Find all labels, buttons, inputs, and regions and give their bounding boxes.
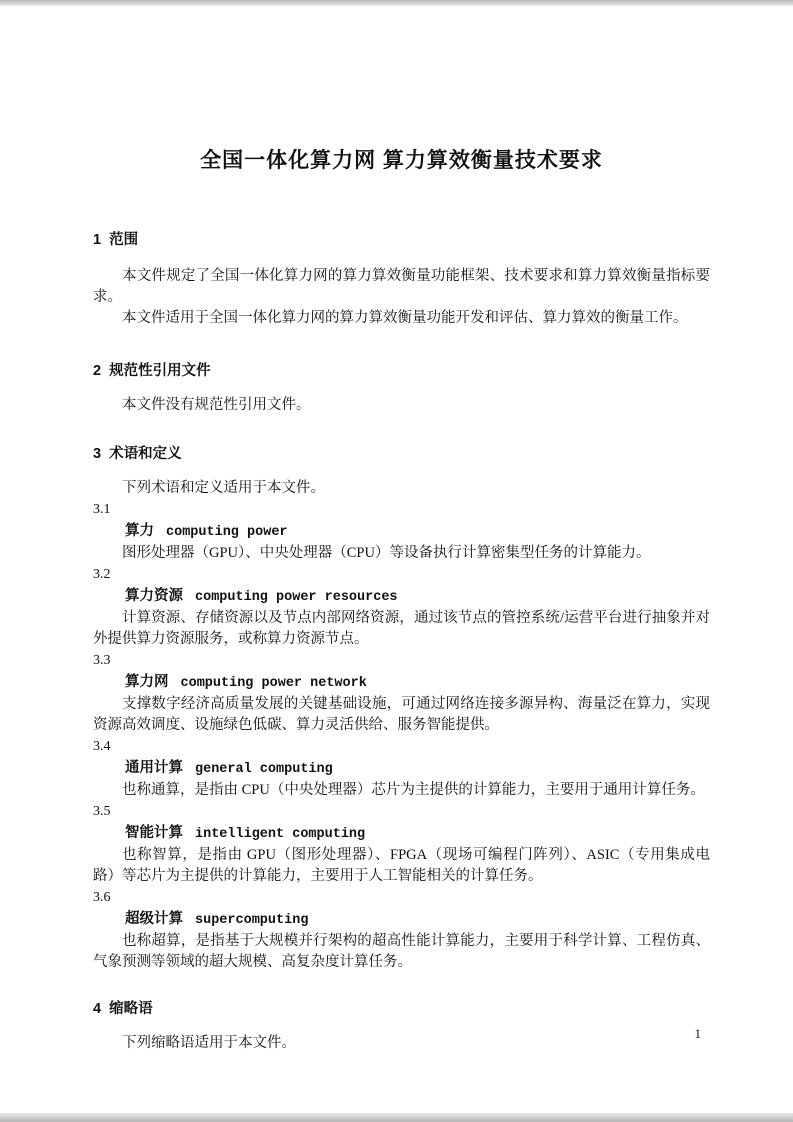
document-title: 全国一体化算力网 算力算效衡量技术要求 [200,149,603,172]
term-name [93,585,710,608]
term-entry-3-5 [93,801,710,887]
page-number: 1 [694,1026,701,1041]
section-1-heading: 1 范围 [93,232,139,248]
term-definition: 也称智算，是指由 GPU（图形处理器）、FPGA（现场可编程门阵列）、ASIC（专用集成电路）等芯片为主提供的计算能力，主要用于人工智能相关的计算任务。 [93,847,710,884]
term-definition: 支撑数字经济高质量发展的关键基础设施，可通过网络连接多源异构、海量泛在算力，实现资源高效调度、设施绿色低碳、算力灵活供给、服务智能提供。 [93,696,710,733]
term-name-en: computing power [166,525,288,540]
term-number: 3.5 [93,804,111,819]
term-entry-3-2 [93,564,710,650]
term-definition: 图形处理器（GPU）、中央处理器（CPU）等设备执行计算密集型任务的计算能力。 [122,545,651,561]
term-name-zh: 通用计算 [125,760,183,776]
term-entry-3-1 [93,499,710,564]
section-4-intro: 下列缩略语适用于本文件。 [122,1035,296,1051]
term-name [93,757,710,780]
page-edge-top [0,0,793,6]
section-3-intro: 下列术语和定义适用于本文件。 [122,480,325,496]
term-name-zh: 算力 [125,523,154,539]
term-number: 3.4 [93,739,111,754]
term-name [93,520,710,543]
term-number: 3.3 [93,653,111,668]
term-name-zh: 算力资源 [125,588,183,604]
term-name-zh: 智能计算 [125,825,183,841]
term-name-en: computing power resources [195,590,398,605]
section-4-heading: 4 缩略语 [93,1001,153,1017]
section-1-paragraph-1: 本文件规定了全国一体化算力网的算力算效衡量功能框架、技术要求和算力算效衡量指标要求。 [93,268,710,305]
term-definition: 也称超算，是指基于大规模并行架构的超高性能计算能力，主要用于科学计算、工程仿真、气象预测等领域的超大规模、高复杂度计算任务。 [93,933,710,970]
term-name-zh: 算力网 [125,674,169,690]
term-name [93,908,710,931]
section-1-paragraph-2: 本文件适用于全国一体化算力网的算力算效衡量功能开发和评估、算力算效的衡量工作。 [122,310,688,326]
term-entry-3-4 [93,736,710,801]
term-number: 3.1 [93,502,111,517]
term-name-en: general computing [195,762,333,777]
term-number: 3.2 [93,567,111,582]
term-name [93,671,710,694]
term-number: 3.6 [93,890,111,905]
term-name-zh: 超级计算 [125,911,183,927]
section-2-heading: 2 规范性引用文件 [93,363,211,379]
page-edge-bottom [0,1113,793,1122]
term-name-en: supercomputing [195,913,309,928]
term-name [93,822,710,845]
term-entry-3-6 [93,887,710,973]
term-name-en: intelligent computing [195,827,366,842]
term-entry-3-3 [93,650,710,736]
section-3-heading: 3 术语和定义 [93,446,182,462]
term-definition: 计算资源、存储资源以及节点内部网络资源，通过该节点的管控系统/运营平台进行抽象并对外提供算力资源服务，或称算力资源节点。 [93,610,710,647]
term-name-en: computing power network [180,676,367,691]
section-2-paragraph-1: 本文件没有规范性引用文件。 [122,397,311,413]
term-definition: 也称通算，是指由 CPU（中央处理器）芯片为主提供的计算能力，主要用于通用计算任务。 [122,782,705,798]
